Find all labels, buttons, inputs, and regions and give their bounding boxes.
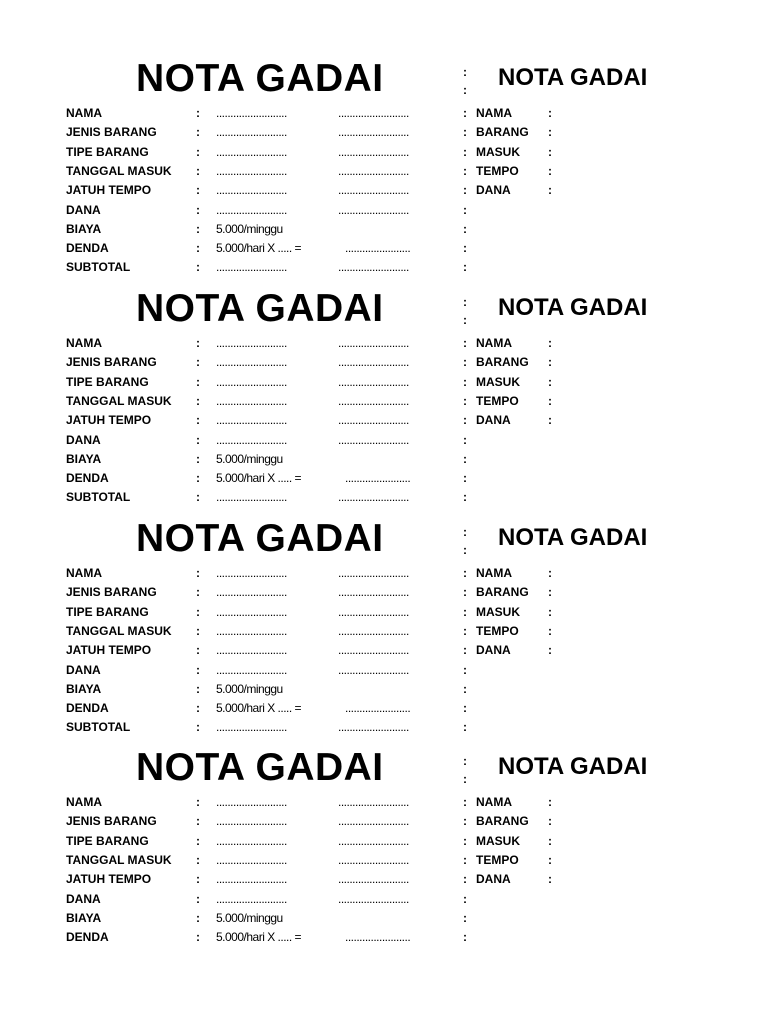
field-colon: : <box>196 795 200 809</box>
denda-total[interactable]: ....................... <box>345 241 411 256</box>
stub-colon: : <box>548 833 552 848</box>
nota-gadai-form <box>0 746 768 978</box>
field-value-2[interactable]: ......................... <box>338 125 409 140</box>
form-row <box>0 239 768 258</box>
form-row <box>0 450 768 469</box>
field-label: SUBTOTAL <box>66 260 131 275</box>
form-row <box>0 411 768 430</box>
separator-colon: : <box>463 833 467 848</box>
denda-total[interactable]: ....................... <box>345 930 411 945</box>
field-value[interactable]: ......................... <box>216 125 287 140</box>
field-colon: : <box>196 393 200 408</box>
stub-label: MASUK <box>476 604 520 619</box>
field-colon: : <box>196 355 200 370</box>
separator-colon: : <box>463 566 467 580</box>
form-row <box>0 104 768 123</box>
field-value-2[interactable]: ......................... <box>338 585 409 600</box>
field-value-2[interactable]: ......................... <box>338 795 409 809</box>
field-colon: : <box>196 451 200 466</box>
stub-title: NOTA GADAI <box>498 753 648 780</box>
form-row <box>0 469 768 488</box>
form-row <box>0 123 768 142</box>
stub-colon: : <box>548 106 552 120</box>
separator-colon: : <box>463 295 467 309</box>
separator-colon: : <box>463 490 467 505</box>
stub-label: TEMPO <box>476 393 519 408</box>
field-colon: : <box>196 585 200 600</box>
field-colon: : <box>196 833 200 848</box>
stub-label: DANA <box>476 872 511 887</box>
form-row <box>0 641 768 660</box>
stub-label: TEMPO <box>476 852 519 867</box>
field-colon: : <box>196 125 200 140</box>
stub-colon: : <box>548 566 552 580</box>
field-label: DANA <box>66 891 101 906</box>
stub-colon: : <box>548 336 552 350</box>
field-label: DANA <box>66 662 101 677</box>
form-row <box>0 851 768 870</box>
form-title: NOTA GADAI <box>136 746 384 789</box>
stub-label: BARANG <box>476 585 529 600</box>
stub-colon: : <box>548 393 552 408</box>
stub-label: TEMPO <box>476 623 519 638</box>
field-colon: : <box>196 681 200 696</box>
separator-colon: : <box>463 585 467 600</box>
stub-title: NOTA GADAI <box>498 294 648 321</box>
stub-label: TEMPO <box>476 163 519 178</box>
form-row <box>0 812 768 831</box>
field-label: JATUH TEMPO <box>66 872 152 887</box>
stub-label: NAMA <box>476 336 512 350</box>
field-colon: : <box>196 604 200 619</box>
field-value: 5.000/minggu <box>216 221 283 236</box>
field-value-2[interactable]: ......................... <box>338 183 409 198</box>
form-row <box>0 201 768 220</box>
field-label: BIAYA <box>66 910 102 925</box>
separator-colon: : <box>463 106 467 120</box>
form-row <box>0 890 768 909</box>
field-label: JATUH TEMPO <box>66 643 152 658</box>
field-value[interactable]: ......................... <box>216 106 287 120</box>
field-value[interactable]: ......................... <box>216 336 287 350</box>
separator-colon: : <box>463 65 467 79</box>
form-row <box>0 564 768 583</box>
form-title: NOTA GADAI <box>136 287 384 330</box>
stub-colon: : <box>548 643 552 658</box>
stub-label: BARANG <box>476 125 529 140</box>
form-row <box>0 162 768 181</box>
field-value[interactable]: ......................... <box>216 374 287 389</box>
form-row <box>0 258 768 277</box>
form-row <box>0 661 768 680</box>
stub-label: NAMA <box>476 566 512 580</box>
field-colon: : <box>196 413 200 428</box>
separator-colon: : <box>463 451 467 466</box>
separator-colon: : <box>463 910 467 925</box>
separator-colon: : <box>463 754 467 768</box>
separator-colon: : <box>463 432 467 447</box>
field-value-2[interactable]: ......................... <box>338 413 409 428</box>
field-value-2[interactable]: ......................... <box>338 662 409 677</box>
field-colon: : <box>196 720 200 735</box>
stub-label: DANA <box>476 643 511 658</box>
field-value-2[interactable]: ......................... <box>338 566 409 580</box>
form-title: NOTA GADAI <box>136 517 384 560</box>
separator-colon: : <box>463 83 467 97</box>
field-value[interactable]: ......................... <box>216 852 287 867</box>
field-colon: : <box>196 432 200 447</box>
separator-colon: : <box>463 891 467 906</box>
field-value-2[interactable]: ......................... <box>338 623 409 638</box>
form-row <box>0 431 768 450</box>
field-colon: : <box>196 490 200 505</box>
separator-colon: : <box>463 374 467 389</box>
field-value-2[interactable]: ......................... <box>338 393 409 408</box>
stub-label: NAMA <box>476 106 512 120</box>
stub-label: DANA <box>476 183 511 198</box>
field-label: JATUH TEMPO <box>66 413 152 428</box>
separator-colon: : <box>463 930 467 945</box>
form-row <box>0 603 768 622</box>
field-label: BIAYA <box>66 681 102 696</box>
field-colon: : <box>196 336 200 350</box>
field-label: BIAYA <box>66 221 102 236</box>
stub-colon: : <box>548 125 552 140</box>
field-value[interactable]: ......................... <box>216 413 287 428</box>
stub-label: BARANG <box>476 814 529 829</box>
field-colon: : <box>196 910 200 925</box>
field-value[interactable]: ......................... <box>216 490 287 505</box>
field-label: NAMA <box>66 106 102 120</box>
field-value[interactable]: ......................... <box>216 720 287 735</box>
separator-colon: : <box>463 623 467 638</box>
field-label: DENDA <box>66 930 109 945</box>
field-label: TANGGAL MASUK <box>66 163 172 178</box>
form-row <box>0 181 768 200</box>
denda-total[interactable]: ....................... <box>345 701 411 716</box>
separator-colon: : <box>463 393 467 408</box>
field-value-2[interactable]: ......................... <box>338 852 409 867</box>
field-colon: : <box>196 241 200 256</box>
separator-colon: : <box>463 772 467 786</box>
separator-colon: : <box>463 241 467 256</box>
nota-gadai-form <box>0 287 768 519</box>
field-value-2[interactable]: ......................... <box>338 336 409 350</box>
separator-colon: : <box>463 471 467 486</box>
field-value: 5.000/hari X ..... = <box>216 241 302 256</box>
separator-colon: : <box>463 872 467 887</box>
stub-label: DANA <box>476 413 511 428</box>
field-value: 5.000/hari X ..... = <box>216 471 302 486</box>
field-value-2[interactable]: ......................... <box>338 490 409 505</box>
stub-colon: : <box>548 413 552 428</box>
field-value-2[interactable]: ......................... <box>338 106 409 120</box>
separator-colon: : <box>463 221 467 236</box>
field-label: TIPE BARANG <box>66 833 149 848</box>
form-row <box>0 680 768 699</box>
denda-total[interactable]: ....................... <box>345 471 411 486</box>
field-label: SUBTOTAL <box>66 490 131 505</box>
field-value: 5.000/hari X ..... = <box>216 930 302 945</box>
form-row <box>0 353 768 372</box>
field-colon: : <box>196 260 200 275</box>
field-value[interactable]: ......................... <box>216 355 287 370</box>
field-label: TANGGAL MASUK <box>66 393 172 408</box>
separator-colon: : <box>463 336 467 350</box>
stub-colon: : <box>548 355 552 370</box>
separator-colon: : <box>463 125 467 140</box>
field-value-2[interactable]: ......................... <box>338 833 409 848</box>
separator-colon: : <box>463 681 467 696</box>
field-colon: : <box>196 106 200 120</box>
field-value[interactable]: ......................... <box>216 393 287 408</box>
form-row <box>0 699 768 718</box>
stub-label: MASUK <box>476 374 520 389</box>
field-value[interactable]: ......................... <box>216 872 287 887</box>
field-colon: : <box>196 183 200 198</box>
form-row <box>0 793 768 812</box>
field-value[interactable]: ......................... <box>216 202 287 217</box>
field-colon: : <box>196 623 200 638</box>
form-row <box>0 622 768 641</box>
separator-colon: : <box>463 604 467 619</box>
field-colon: : <box>196 202 200 217</box>
field-value-2[interactable]: ......................... <box>338 374 409 389</box>
field-label: TIPE BARANG <box>66 604 149 619</box>
field-value-2[interactable]: ......................... <box>338 643 409 658</box>
field-label: BIAYA <box>66 451 102 466</box>
form-row <box>0 373 768 392</box>
field-label: DANA <box>66 432 101 447</box>
form-row <box>0 832 768 851</box>
form-row <box>0 928 768 947</box>
field-colon: : <box>196 374 200 389</box>
separator-colon: : <box>463 163 467 178</box>
stub-colon: : <box>548 183 552 198</box>
separator-colon: : <box>463 814 467 829</box>
form-row <box>0 909 768 928</box>
field-label: JENIS BARANG <box>66 355 157 370</box>
form-row <box>0 143 768 162</box>
separator-colon: : <box>463 525 467 539</box>
separator-colon: : <box>463 183 467 198</box>
stub-colon: : <box>548 814 552 829</box>
field-label: TIPE BARANG <box>66 144 149 159</box>
form-row <box>0 718 768 737</box>
stub-colon: : <box>548 872 552 887</box>
stub-label: BARANG <box>476 355 529 370</box>
form-title: NOTA GADAI <box>136 57 384 100</box>
field-label: SUBTOTAL <box>66 720 131 735</box>
separator-colon: : <box>463 701 467 716</box>
stub-colon: : <box>548 852 552 867</box>
field-colon: : <box>196 701 200 716</box>
stub-colon: : <box>548 144 552 159</box>
field-value[interactable]: ......................... <box>216 585 287 600</box>
stub-colon: : <box>548 604 552 619</box>
separator-colon: : <box>463 852 467 867</box>
field-label: JENIS BARANG <box>66 125 157 140</box>
field-value[interactable]: ......................... <box>216 814 287 829</box>
field-label: DENDA <box>66 701 109 716</box>
field-label: TANGGAL MASUK <box>66 852 172 867</box>
separator-colon: : <box>463 643 467 658</box>
stub-label: NAMA <box>476 795 512 809</box>
stub-label: MASUK <box>476 144 520 159</box>
separator-colon: : <box>463 355 467 370</box>
field-value[interactable]: ......................... <box>216 604 287 619</box>
stub-colon: : <box>548 585 552 600</box>
stub-title: NOTA GADAI <box>498 64 648 91</box>
field-value[interactable]: ......................... <box>216 566 287 580</box>
field-value[interactable]: ......................... <box>216 833 287 848</box>
field-label: DENDA <box>66 241 109 256</box>
stub-colon: : <box>548 374 552 389</box>
field-colon: : <box>196 566 200 580</box>
field-value[interactable]: ......................... <box>216 662 287 677</box>
nota-gadai-form <box>0 517 768 749</box>
form-row <box>0 583 768 602</box>
field-label: DANA <box>66 202 101 217</box>
field-colon: : <box>196 163 200 178</box>
separator-colon: : <box>463 720 467 735</box>
separator-colon: : <box>463 662 467 677</box>
field-label: NAMA <box>66 795 102 809</box>
separator-colon: : <box>463 202 467 217</box>
field-colon: : <box>196 872 200 887</box>
stub-colon: : <box>548 623 552 638</box>
field-value: 5.000/minggu <box>216 681 283 696</box>
field-value[interactable]: ......................... <box>216 795 287 809</box>
field-value: 5.000/hari X ..... = <box>216 701 302 716</box>
field-value[interactable]: ......................... <box>216 163 287 178</box>
field-colon: : <box>196 471 200 486</box>
stub-colon: : <box>548 163 552 178</box>
form-row <box>0 220 768 239</box>
field-value-2[interactable]: ......................... <box>338 814 409 829</box>
stub-title: NOTA GADAI <box>498 524 648 551</box>
stub-label: MASUK <box>476 833 520 848</box>
field-label: TIPE BARANG <box>66 374 149 389</box>
form-row <box>0 392 768 411</box>
field-value-2[interactable]: ......................... <box>338 604 409 619</box>
field-value-2[interactable]: ......................... <box>338 891 409 906</box>
separator-colon: : <box>463 260 467 275</box>
field-value-2[interactable]: ......................... <box>338 872 409 887</box>
field-colon: : <box>196 814 200 829</box>
field-label: JENIS BARANG <box>66 814 157 829</box>
field-value-2[interactable]: ......................... <box>338 163 409 178</box>
field-value[interactable]: ......................... <box>216 643 287 658</box>
field-value-2[interactable]: ......................... <box>338 432 409 447</box>
field-value-2[interactable]: ......................... <box>338 720 409 735</box>
field-colon: : <box>196 221 200 236</box>
form-row <box>0 870 768 889</box>
field-value: 5.000/minggu <box>216 451 283 466</box>
form-row <box>0 334 768 353</box>
field-value-2[interactable]: ......................... <box>338 144 409 159</box>
field-colon: : <box>196 643 200 658</box>
field-label: TANGGAL MASUK <box>66 623 172 638</box>
field-colon: : <box>196 144 200 159</box>
field-value-2[interactable]: ......................... <box>338 260 409 275</box>
field-value[interactable]: ......................... <box>216 260 287 275</box>
form-row <box>0 488 768 507</box>
field-value[interactable]: ......................... <box>216 623 287 638</box>
field-value-2[interactable]: ......................... <box>338 202 409 217</box>
field-colon: : <box>196 852 200 867</box>
field-label: DENDA <box>66 471 109 486</box>
separator-colon: : <box>463 795 467 809</box>
separator-colon: : <box>463 543 467 557</box>
separator-colon: : <box>463 313 467 327</box>
field-value[interactable]: ......................... <box>216 432 287 447</box>
separator-colon: : <box>463 144 467 159</box>
field-colon: : <box>196 891 200 906</box>
field-value[interactable]: ......................... <box>216 891 287 906</box>
field-value[interactable]: ......................... <box>216 144 287 159</box>
field-value-2[interactable]: ......................... <box>338 355 409 370</box>
separator-colon: : <box>463 413 467 428</box>
stub-colon: : <box>548 795 552 809</box>
field-value: 5.000/minggu <box>216 910 283 925</box>
field-label: JATUH TEMPO <box>66 183 152 198</box>
nota-gadai-form <box>0 57 768 289</box>
field-value[interactable]: ......................... <box>216 183 287 198</box>
field-colon: : <box>196 930 200 945</box>
field-label: JENIS BARANG <box>66 585 157 600</box>
field-colon: : <box>196 662 200 677</box>
field-label: NAMA <box>66 336 102 350</box>
field-label: NAMA <box>66 566 102 580</box>
